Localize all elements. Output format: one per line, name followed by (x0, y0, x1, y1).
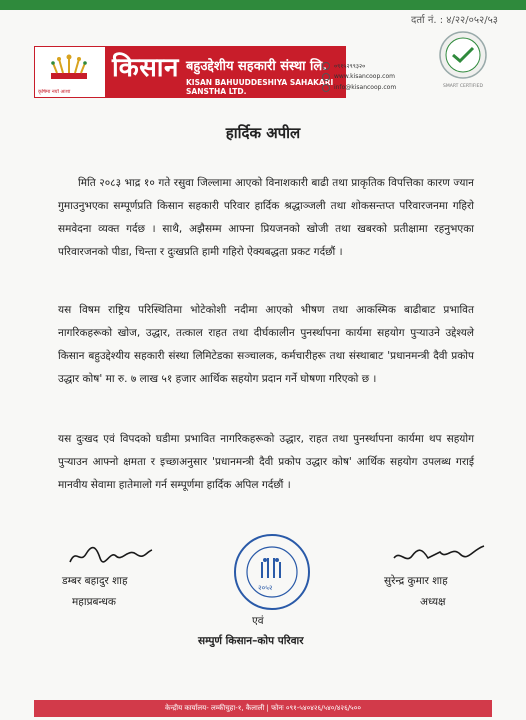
org-seal-stamp (232, 532, 312, 612)
paragraph-condolence: मिति २०८३ भाद्र १० गते रसुवा जिल्लामा आएको विनाशकारी बाढी तथा प्राकृतिक विपत्तिका कारण ज्यान गुमाउनुभएका सम्पूर्णप्रति किसान सहकारी परिवार हार्दिक श्रद्धाञ्जली तथा शोकसन्तप्त परिवारजनमा गहिरो समवेदना व्यक्त गर्दछ । साथै, अझैसम्म आफ्ना प्रियजनको खोजी तथा खबरको प्रतीक्षामा रहनुभएका परिवारजनको पीडा, चिन्ता र दुःखप्रति हामी गहिरो ऐक्यबद्धता प्रकट गर्दछौं । (58, 177, 474, 258)
smart-certified-badge-icon (438, 30, 488, 80)
logo-tagline: कृषिमा नयाँ आशा (38, 89, 71, 95)
wheat-sheaf-icon (49, 53, 89, 81)
left-signature (66, 540, 156, 570)
smart-certified-label: SMART CERTIFIED (443, 84, 483, 89)
contact-phone (322, 60, 396, 71)
phone-text: ०९१५२९९३२० (334, 62, 366, 70)
org-name-sub: बहुउद्देशीय सहकारी संस्था लि. (186, 59, 328, 74)
website-text[interactable]: www.kisancoop.com (334, 73, 395, 80)
contact-block (322, 60, 396, 93)
left-signatory-name: डम्बर बहादुर शाह (62, 575, 128, 587)
right-signatory-title: अध्यक्ष (420, 596, 446, 608)
seal-year: २०५२ (258, 584, 273, 592)
contact-email[interactable] (322, 82, 396, 93)
registration-number: दर्ता नं. : ४/२२/०५२/५३ (411, 15, 498, 26)
footer-address-bar: केन्द्रीय कार्यालय- लम्कीचुहा-१, कैलाली | फोनः ०९१-५४०४२६/५४०/४२६/५०० (34, 700, 492, 717)
org-name-main: किसान (112, 53, 179, 83)
org-emblem (34, 46, 106, 98)
right-signatory-name: सुरेन्द्र कुमार शाह (384, 575, 448, 587)
paragraph-appeal: यस दुःखद एवं विपदको घडीमा प्रभावित नागरिकहरूको उद्धार, राहत तथा पुनर्स्थापना कार्यमा थप सहयोग पुऱ्याउन आफ्नो क्षमता र इच्छाअनुसार 'प्रधानमन्त्री दैवी प्रकोप उद्धार कोष' आर्थिक सहयोग उपलब्ध गराई मानवीय सेवामा हातेमालो गर्न सम्पूर्णमा हार्दिक अपिल गर्दछौं । (58, 433, 474, 491)
top-green-bar (0, 0, 526, 10)
globe-icon (322, 73, 330, 81)
phone-icon (322, 62, 330, 70)
left-signatory-title: महाप्रबन्धक (72, 596, 116, 608)
mail-icon (322, 84, 330, 92)
contact-website[interactable] (322, 71, 396, 82)
family-label: सम्पुर्ण किसान–कोप परिवार (198, 635, 304, 647)
joint-label: एवं (252, 615, 264, 627)
right-signature (388, 540, 488, 570)
org-logo-banner (34, 46, 346, 98)
paragraph-donation: यस विषम राष्ट्रिय परिस्थितिमा भोटेकोशी नदीमा आएको भीषण तथा आकस्मिक बाढीबाट प्रभावित नागरिकहरूको खोज, उद्धार, तत्काल राहत तथा दीर्घकालीन पुनर्स्थापना कार्यमा सहयोग पुऱ्याउने उद्देश्यले किसान बहुउद्देश्यीय सहकारी संस्था लिमिटेडका सञ्चालक, कर्मचारीहरू तथा संस्थाबाट 'प्रधानमन्त्री दैवी प्रकोप उद्धार कोष' मा रु. ७ लाख ५१ हजार आर्थिक सहयोग प्रदान गर्ने घोषणा गरिएको छ । (58, 304, 474, 385)
org-name-english: KISAN BAHUUDDESHIYA SAHAKARI SANSTHA LTD. (186, 78, 334, 96)
appeal-title: हार्दिक अपील (225, 124, 301, 142)
email-text[interactable]: info@kisancoop.com (334, 84, 397, 91)
